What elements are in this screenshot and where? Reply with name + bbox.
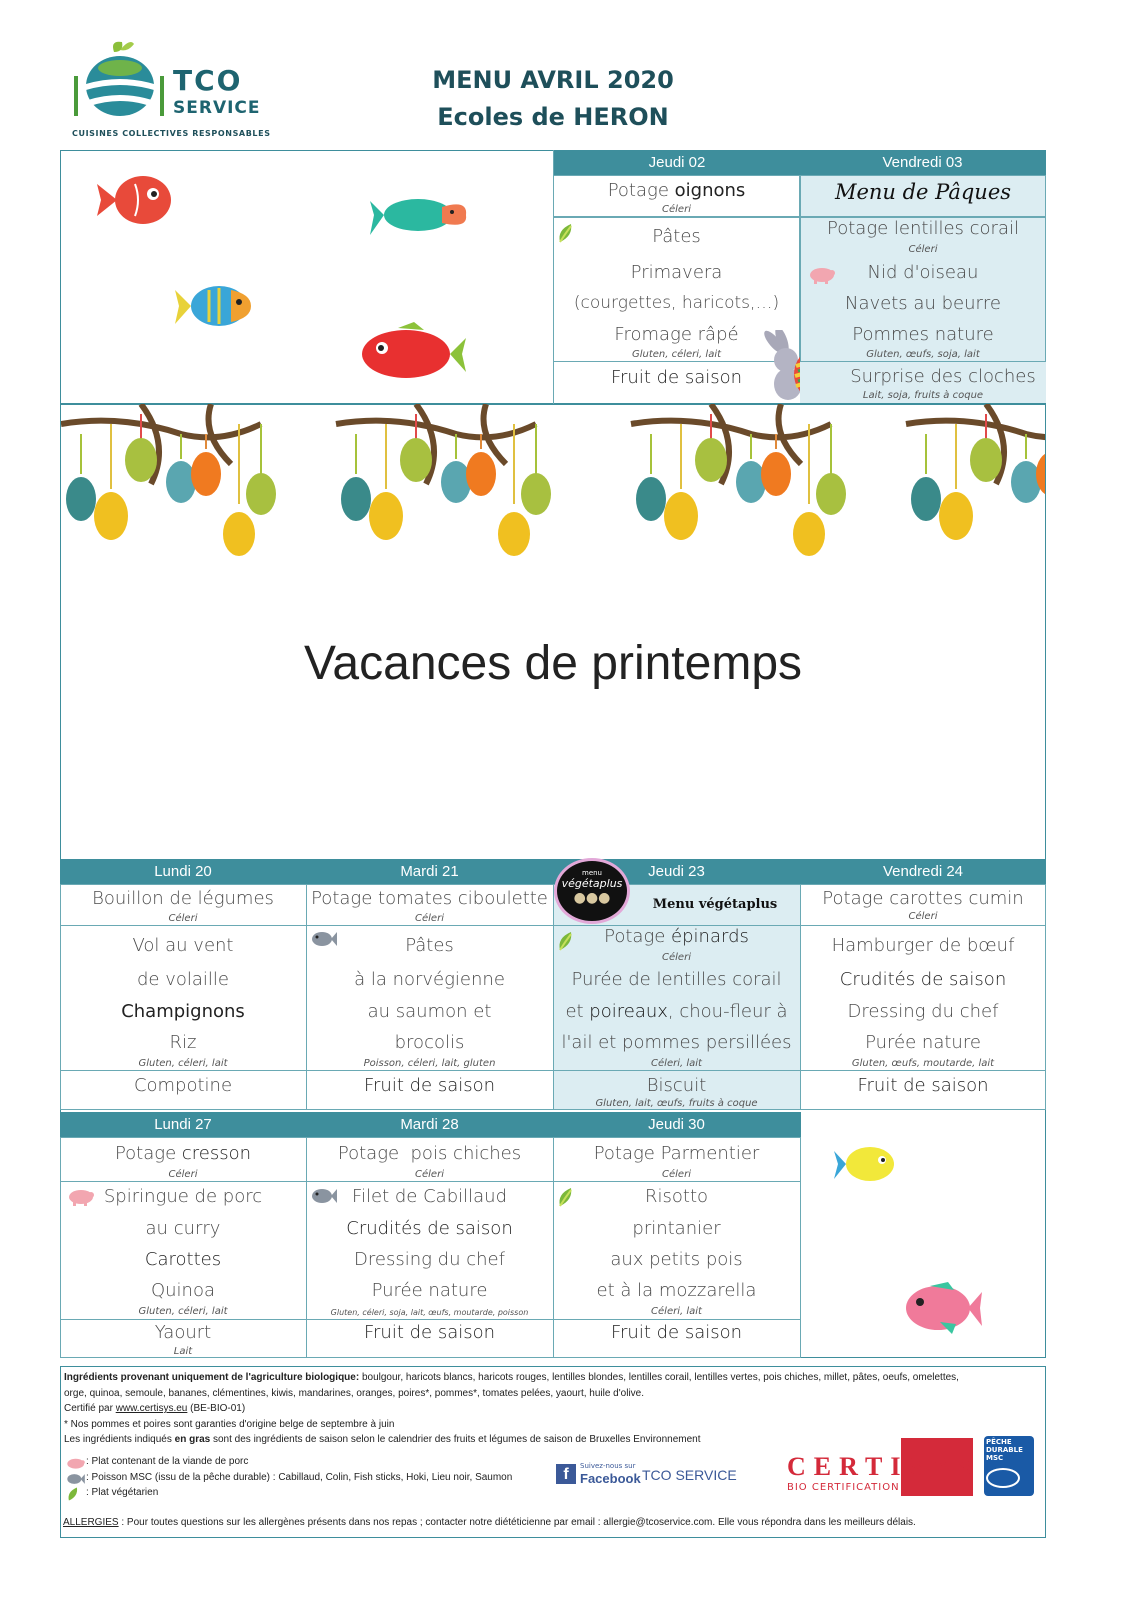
vendredi-24-main-2: Crudités de saison (839, 969, 1007, 990)
mardi-28-dessert: Fruit de saison (363, 1322, 496, 1343)
facebook-link[interactable] (556, 1462, 736, 1490)
certisys-link[interactable]: www.certisys.eu (115, 1403, 188, 1414)
msc-text: PÊCHE DURABLE MSC (986, 1438, 1023, 1462)
certified-suffix: (BE-BIO-01) (187, 1403, 246, 1414)
certified-prefix: Certifié par (64, 1403, 116, 1414)
jeudi-30-starter-allergens: Céleri (662, 1169, 691, 1180)
jeudi-23-main-allergens: Céleri, lait (651, 1058, 702, 1069)
mardi-21-starter-allergens: Céleri (415, 913, 444, 924)
week1-col-rule (553, 150, 554, 404)
mardi-21-main-3: au saumon et (367, 1001, 492, 1022)
day-header-lundi-27: Lundi 27 (60, 1113, 306, 1137)
mardi-21-main-allergens: Poisson, céleri, lait, gluten (363, 1058, 496, 1069)
jeudi-02-dessert: Fruit de saison (610, 367, 743, 388)
day-header-jeudi-02: Jeudi 02 (554, 151, 800, 175)
lundi-27-main-allergens: Gluten, céleri, lait (138, 1306, 228, 1317)
allergy-text: : Pour toutes questions sur les allergènes présents dans nos repas ; contacter notre diététicienne par email : allergie@tcoservice.com. Elle vous répondra dans les meilleurs délais. (118, 1517, 916, 1528)
starter-text: Potage (114, 1143, 182, 1164)
certisys-sub: BIO CERTIFICATION (787, 1482, 900, 1493)
mardi-21-dessert: Fruit de saison (363, 1075, 496, 1096)
logo-tagline: CUISINES COLLECTIVES RESPONSABLES (72, 129, 271, 138)
vegetaplus-badge-small: menu (582, 869, 602, 877)
legend-veg: : Plat végétarien (86, 1487, 159, 1498)
note-apples: * Nos pommes et poires sont garanties d'origine belge de septembre à juin (64, 1418, 395, 1430)
jeudi-02-main-1: Pâtes (652, 226, 701, 247)
vendredi-03-main-2: Navets au beurre (845, 293, 1001, 314)
lundi-27-dessert: Yaourt (154, 1322, 212, 1343)
easter-eggs-banner (61, 404, 1045, 560)
vegetaplus-figures-icon: ●●● (573, 890, 611, 906)
menu-de-paques-title: Menu de Pâques (834, 180, 1012, 204)
vegetaplus-badge (554, 858, 630, 924)
bio-line (64, 1370, 1039, 1386)
lundi-20-main-3: Champignons (121, 1001, 245, 1022)
mardi-28-main-allergens: Gluten, céleri, soja, lait, œufs, moutarde, poisson (330, 1308, 529, 1317)
vendredi-24-main-3: Dressing du chef (847, 1001, 999, 1022)
jeudi-30-main-4: et à la mozzarella (596, 1280, 757, 1301)
mardi-21-main-4: brocolis (394, 1032, 465, 1053)
certisys-text: CERTISYS (787, 1452, 981, 1481)
lundi-27-starter (60, 1143, 306, 1164)
jeudi-02-main-allergens: Gluten, céleri, lait (631, 349, 722, 360)
seasonal-a: Les ingrédients indiqués (64, 1434, 175, 1445)
fish-icon (95, 170, 175, 230)
pork-icon (64, 1456, 86, 1470)
day-header-lundi-20: Lundi 20 (60, 860, 306, 884)
lundi-27-main-3: Carottes (144, 1249, 222, 1270)
vendredi-24-dessert: Fruit de saison (857, 1075, 989, 1096)
certified-line (64, 1401, 1039, 1417)
jeudi-02-main-3: (courgettes, haricots,…) (573, 293, 780, 313)
fish-icon (900, 1278, 982, 1338)
bio-list1: boulgour, haricots blancs, haricots rouges, lentilles blondes, lentilles corail, lentilles vertes, pois chiches, millet, pâtes, oeufs, omelettes, (359, 1372, 959, 1383)
bio-title: Ingrédients provenant uniquement de l'agriculture biologique: (64, 1372, 360, 1383)
day-header-jeudi-23: Jeudi 23 (553, 860, 800, 884)
lundi-20-starter-allergens: Céleri (168, 913, 198, 924)
facebook-name: Facebook (580, 1471, 641, 1486)
mardi-21-main-1: Pâtes (405, 935, 454, 956)
mardi-28-main-1: Filet de Cabillaud (351, 1186, 507, 1207)
starter-seasonal: épinards (671, 926, 749, 947)
jeudi-02-starter-allergens: Céleri (662, 204, 691, 215)
facebook-follow: Suivez-nous sur (580, 1462, 636, 1470)
legend-fish: : Poisson MSC (issu de la pêche durable) : Cabillaud, Colin, Fish sticks, Hoki, Lieu noir, Saumon (86, 1472, 513, 1483)
lundi-20-main-2: de volaille (137, 969, 229, 990)
vendredi-03-dessert-allergens: Lait, soja, fruits à coque (862, 390, 984, 401)
lundi-20-dessert: Compotine (133, 1075, 233, 1096)
lundi-27-main-2: au curry (145, 1218, 221, 1239)
vendredi-24-main-1: Hamburger de bœuf (831, 935, 1015, 956)
menu-vegetaplus-title: Menu végétaplus (652, 897, 778, 912)
fish-icon (358, 318, 468, 388)
mardi-21-starter: Potage tomates ciboulette (311, 888, 548, 909)
jeudi-23-main-2: et poireaux, chou-fleur à (565, 1001, 788, 1022)
jeudi-23-main-1: Purée de lentilles corail (571, 969, 782, 990)
jeudi-30-starter: Potage Parmentier (593, 1143, 760, 1164)
lundi-27-main-4: Quinoa (150, 1280, 216, 1301)
msc-fish-icon (64, 1472, 86, 1486)
vendredi-24-starter-allergens: Céleri (908, 911, 938, 922)
vendredi-03-main-1: Nid d'oiseau (867, 262, 979, 283)
logo (70, 38, 270, 142)
vendredi-24-main-allergens: Gluten, œufs, moutarde, lait (851, 1058, 995, 1069)
mardi-28-main-4: Purée nature (371, 1280, 488, 1301)
logo-line1: TCO (173, 64, 243, 97)
vendredi-03-starter: Potage lentilles corail (827, 218, 1019, 239)
seasonal-c: sont des ingrédients de saison selon le calendrier des fruits et légumes de saison de Bruxelles Environnement (210, 1434, 701, 1445)
msc-logo (984, 1436, 1034, 1496)
jeudi-23-starter (553, 926, 800, 947)
jeudi-23-main-3: l'ail et pommes persillées (561, 1032, 792, 1053)
starter-seasonal: cresson (181, 1143, 252, 1164)
vegetaplus-badge-text: végétaplus (561, 877, 623, 890)
vendredi-03-dessert: Surprise des cloches (850, 366, 1036, 387)
day-header-mardi-28: Mardi 28 (306, 1113, 553, 1137)
certisys-logo (783, 1438, 981, 1496)
fish-icon (370, 185, 470, 245)
vendredi-03-starter-allergens: Céleri (908, 244, 938, 255)
mardi-21-main-2: à la norvégienne (354, 969, 505, 990)
mardi-28-main-3: Dressing du chef (354, 1249, 505, 1270)
jeudi-30-main-1: Risotto (644, 1186, 709, 1207)
jeudi-30-main-2: printanier (632, 1218, 721, 1239)
jeudi-30-main-allergens: Céleri, lait (651, 1306, 702, 1317)
day-header-vendredi-24: Vendredi 24 (800, 860, 1046, 884)
holiday-banner-text: Vacances de printemps (303, 637, 803, 690)
jeudi-23-dessert: Biscuit (646, 1075, 707, 1096)
fish-icon (175, 282, 255, 330)
seasonal-b: en gras (174, 1434, 211, 1445)
jeudi-02-main-2: Primavera (630, 262, 723, 283)
fish-icon (834, 1143, 898, 1185)
vendredi-03-main-3: Pommes nature (852, 324, 994, 345)
lundi-20-main-allergens: Gluten, céleri, lait (138, 1058, 228, 1069)
vegetarian-icon (66, 1486, 82, 1502)
jeudi-23-starter-allergens: Céleri (662, 952, 691, 963)
vendredi-03-main-allergens: Gluten, œufs, soja, lait (866, 349, 980, 360)
bio-list2: orge, quinoa, semoule, bananes, clémentines, kiwis, mandarines, oranges, poires*, pommes*, tomates pelées, yaourt, huile d'olive. (64, 1387, 644, 1399)
facebook-icon: f (556, 1464, 576, 1484)
day-header-mardi-21: Mardi 21 (306, 860, 553, 884)
mardi-28-starter: Potage pois chiches (337, 1143, 522, 1164)
msc-fish-icon (986, 1468, 1020, 1488)
logo-line2: SERVICE (173, 98, 261, 118)
jeudi-02-starter (553, 180, 800, 201)
starter-seasonal: oignons (674, 180, 746, 201)
mardi-28-main-2: Crudités de saison (346, 1218, 513, 1239)
facebook-page: TCO SERVICE (642, 1467, 737, 1483)
lundi-20-starter: Bouillon de légumes (92, 888, 274, 909)
legend-pork: : Plat contenant de la viande de porc (86, 1456, 249, 1467)
page-title: MENU AVRIL 2020 (432, 66, 674, 94)
day-header-jeudi-30: Jeudi 30 (553, 1113, 800, 1137)
logo-bowl-icon (70, 38, 170, 128)
starter-text: Potage (607, 180, 675, 201)
jeudi-23-dessert-allergens: Gluten, lait, œufs, fruits à coque (595, 1098, 758, 1109)
vendredi-24-main-4: Purée nature (865, 1032, 981, 1053)
jeudi-02-main-4: Fromage râpé (614, 324, 739, 345)
allergy-label: ALLERGIES (63, 1517, 119, 1528)
lundi-20-main-1: Vol au vent (132, 935, 234, 956)
starter-text: Potage (604, 926, 672, 947)
mardi-28-starter-allergens: Céleri (415, 1169, 444, 1180)
day-header-vendredi-03: Vendredi 03 (800, 151, 1045, 175)
page-subtitle: Ecoles de HERON (437, 103, 669, 131)
lundi-27-starter-allergens: Céleri (168, 1169, 198, 1180)
vendredi-24-starter: Potage carottes cumin (822, 888, 1024, 909)
lundi-20-main-4: Riz (169, 1032, 197, 1053)
seasonal-word: poireaux (589, 1001, 668, 1022)
allergy-line (63, 1515, 1038, 1531)
lundi-27-main-1: Spiringue de porc (103, 1186, 263, 1207)
jeudi-30-main-3: aux petits pois (610, 1249, 743, 1270)
footer-text (64, 1370, 1039, 1448)
lundi-27-dessert-allergens: Lait (173, 1346, 193, 1357)
jeudi-30-dessert: Fruit de saison (610, 1322, 743, 1343)
